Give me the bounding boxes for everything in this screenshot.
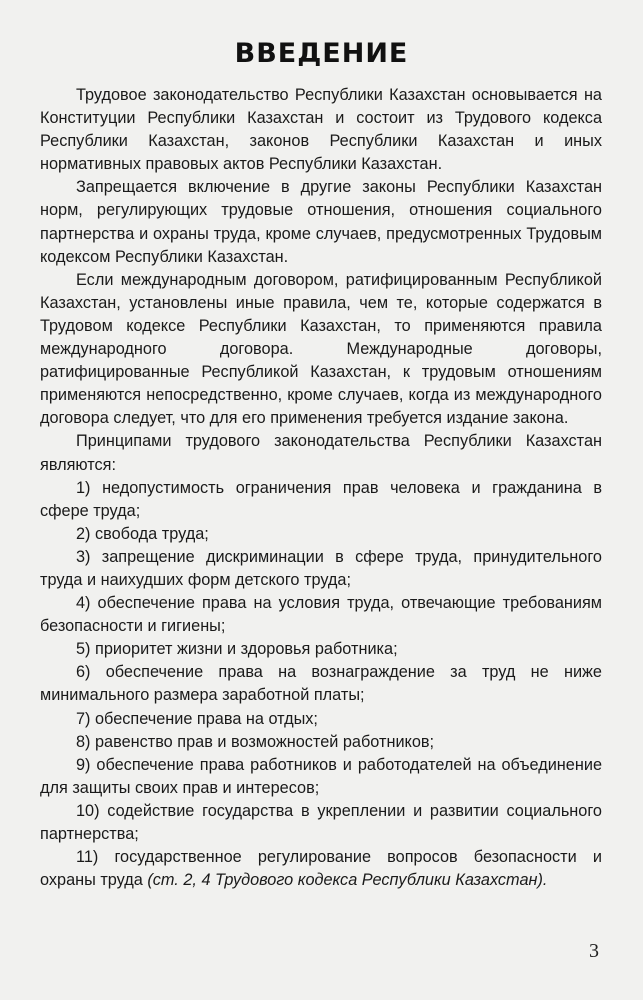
principle-text: 11) государственное регулирование вопросов безопасности и охраны труда [40, 848, 602, 890]
paragraph-prohibition: Запрещается включение в другие законы Республики Казахстан норм, регулирующих трудовые отношения, отношения социального партнерства и охраны труда, кроме случаев, предусмотренных Трудовым кодексом Республики Казахстан. [40, 178, 602, 266]
principle-item: 3) запрещение дискриминации в сфере труда, принудительного труда и наихудших форм детского труда; [40, 547, 602, 589]
principle-item: 2) свобода труда; [76, 524, 209, 543]
page-title: ВВЕДЕНИЕ [234, 38, 409, 69]
principle-item: 4) обеспечение права на условия труда, отвечающие требованиям безопасности и гигиены; [40, 594, 602, 636]
principle-item: 1) недопустимость ограничения прав человека и гражданина в сфере труда; [40, 478, 602, 520]
principle-item: 9) обеспечение права работников и работодателей на объединение для защиты своих прав и интересов; [40, 755, 602, 797]
paragraph-international-treaty: Если международным договором, ратифицированным Республикой Казахстан, установлены иные правила, чем те, которые содержатся в Трудовом кодексе Республики Казахстан, то применяются правила международного договора. Международные договоры, ратифицированные Республикой Казахстан, к трудовым отношениям применяются непосредственно, кроме случаев, когда из международного договора следует, что для его применения требуется издание закона. [40, 270, 602, 428]
paragraph-principles-intro: Принципами трудового законодательства Республики Казахстан являются: [40, 432, 602, 474]
principle-item: 7) обеспечение права на отдых; [76, 709, 318, 728]
paragraph-legal-basis: Трудовое законодательство Республики Казахстан основывается на Конституции Республики Казахстан и состоит из Трудового кодекса Республики Казахстан, законов Республики Казахстан и иных нормативных правовых актов Республики Казахстан. [40, 86, 602, 174]
principle-item-last [40, 846, 602, 892]
principle-item: 8) равенство прав и возможностей работников; [76, 732, 435, 751]
principle-item: 10) содействие государства в укреплении и развитии социального партнерства; [40, 801, 602, 843]
principle-item: 6) обеспечение права на вознаграждение за труд не ниже минимального размера заработной платы; [40, 663, 602, 705]
legal-reference: (ст. 2, 4 Трудового кодекса Республики Казахстан). [147, 871, 548, 890]
page-number: 3 [589, 940, 599, 962]
principle-item: 5) приоритет жизни и здоровья работника; [76, 640, 398, 659]
document-body [40, 84, 602, 892]
